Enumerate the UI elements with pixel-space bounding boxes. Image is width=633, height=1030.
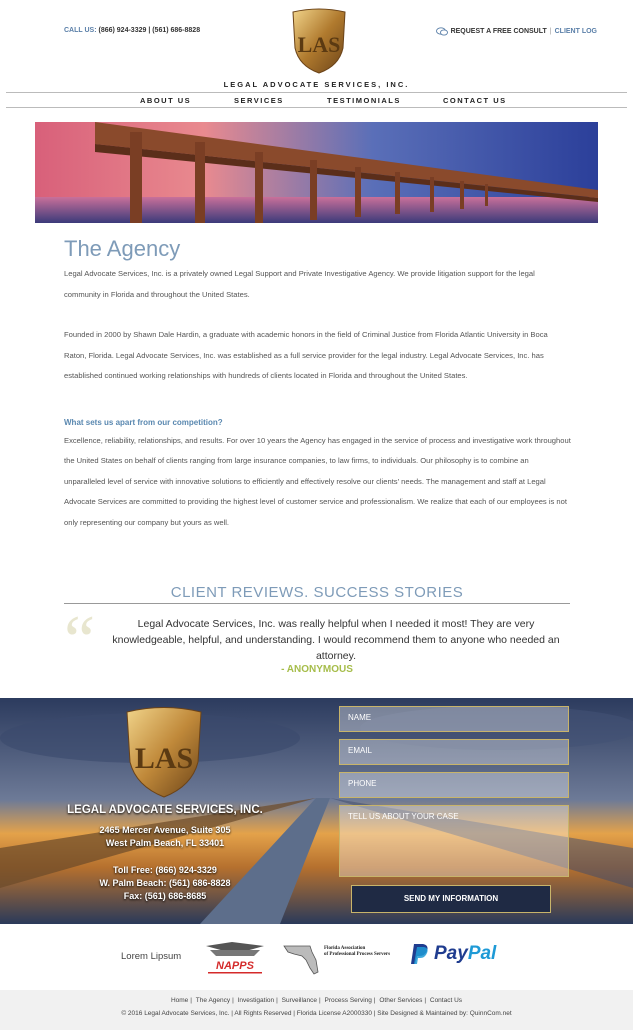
call-us bbox=[64, 27, 200, 34]
address-line-1: 2465 Mercer Avenue, Suite 305 bbox=[99, 825, 231, 835]
send-information-button[interactable]: SEND MY INFORMATION bbox=[351, 885, 551, 913]
napps-logo[interactable] bbox=[202, 938, 268, 978]
agency-subheading: What sets us apart from our competition? bbox=[64, 417, 223, 427]
consult-links bbox=[436, 27, 597, 36]
paypal-wordmark bbox=[434, 943, 496, 965]
site-header bbox=[0, 0, 633, 92]
contact-form bbox=[339, 706, 569, 913]
company-name: LEGAL ADVOCATE SERVICES, INC. bbox=[223, 80, 410, 89]
nav-about-us[interactable]: ABOUT US bbox=[140, 96, 192, 105]
client-reviews bbox=[64, 584, 570, 679]
svg-text:LAS: LAS bbox=[297, 32, 341, 57]
site-footer bbox=[0, 990, 633, 1030]
hero-pier-image bbox=[35, 122, 598, 223]
fax-number: Fax: (561) 686-8685 bbox=[123, 891, 207, 901]
nav-testimonials[interactable]: TESTIMONIALS bbox=[327, 96, 401, 105]
email-field[interactable]: EMAIL bbox=[339, 739, 569, 765]
paypal-logo[interactable] bbox=[410, 942, 496, 966]
review-author: - ANONYMOUS bbox=[281, 664, 353, 675]
footer-link-surveillance[interactable]: Surveillance bbox=[281, 997, 318, 1004]
footer-link-home[interactable]: Home bbox=[170, 997, 189, 1004]
footer-link-process-serving[interactable]: Process Serving bbox=[324, 997, 372, 1004]
paypal-pay: Pay bbox=[434, 943, 468, 964]
fapps-logo[interactable] bbox=[282, 938, 402, 978]
contact-band bbox=[0, 698, 633, 924]
phone-field[interactable]: PHONE bbox=[339, 772, 569, 798]
reviews-title: CLIENT REVIEWS. SUCCESS STORIES bbox=[64, 584, 570, 604]
florida-map-icon bbox=[282, 938, 322, 978]
address-line-2: West Palm Beach, FL 33401 bbox=[105, 837, 225, 848]
footer-link-agency[interactable]: The Agency bbox=[195, 997, 231, 1004]
napps-text: NAPPS bbox=[216, 960, 254, 972]
agency-title: The Agency bbox=[64, 236, 181, 261]
call-us-label: CALL US: bbox=[64, 27, 97, 34]
footer-logo-shield bbox=[124, 706, 204, 798]
footer-link-investigation[interactable]: Investigation bbox=[237, 997, 275, 1004]
partner-logos bbox=[0, 924, 633, 990]
case-textarea[interactable]: TELL US ABOUT YOUR CASE bbox=[339, 805, 569, 877]
chat-icon bbox=[436, 27, 448, 36]
request-consult-link[interactable]: REQUEST A FREE CONSULT bbox=[450, 28, 547, 35]
nav-services[interactable]: SERVICES bbox=[234, 96, 284, 105]
client-log-link[interactable]: CLIENT LOG bbox=[554, 28, 597, 35]
agency-paragraph-3: Excellence, reliability, relationships, and results. For over 10 years the Agency has engaged in the service of process and investigative work throughout the United States on behalf of clients ranging from large insurance companies, to law firms, to individuals. Our philosophy is to combine an unparalleled level of service with innovative solutions to efficiently and effectively resolve our clients' needs. The management and staff at Legal Advocate Services are committed to providing the highest level of customer service and professionalism. We realize that each of our employees is not only representing our company but yours as well. bbox=[64, 435, 571, 527]
footer-link-other-services[interactable]: Other Services bbox=[379, 997, 423, 1004]
quote-mark-icon: “ bbox=[64, 602, 96, 679]
footer-links: Home | The Agency | Investigation | Surveillance | Process Serving | Other Services | Contact Us bbox=[170, 997, 463, 1004]
paypal-icon bbox=[410, 942, 430, 966]
fapps-line-1: Florida Association bbox=[324, 946, 366, 951]
fapps-line-2: of Professional Process Servers bbox=[324, 952, 391, 957]
copyright: © 2016 Legal Advocate Services, Inc. | All Rights Reserved | Florida License A2000330 | Site Designed & Maintained by: QuinnCom.net bbox=[121, 1010, 512, 1017]
lorem-text: Lorem Lipsum bbox=[121, 951, 182, 962]
agency-section bbox=[64, 236, 572, 533]
separator: | bbox=[549, 28, 552, 35]
toll-free-phone[interactable]: Toll Free: (866) 924-3329 bbox=[113, 865, 217, 875]
footer-address bbox=[62, 824, 268, 849]
name-field[interactable]: NAME bbox=[339, 706, 569, 732]
nav-contact-us[interactable]: CONTACT US bbox=[443, 96, 507, 105]
paypal-pal: Pal bbox=[467, 943, 497, 964]
agency-paragraph-1: Legal Advocate Services, Inc. is a privately owned Legal Support and Private Investigative Agency. We provide litigation support for the legal community in Florida and throughout the United States. bbox=[64, 269, 535, 299]
main-nav bbox=[6, 92, 627, 108]
call-us-phones[interactable]: (866) 924-3329 | (561) 686-8828 bbox=[98, 27, 201, 34]
agency-paragraph-2: Founded in 2000 by Shawn Dale Hardin, a graduate with academic honors in the field of Criminal Justice from Florida Atlantic University in Boca Raton, Florida. Legal Advocate Services, Inc. was established as a full service provider for the legal industry. Legal Advocate Services, Inc. has established continued working relationships with hundreds of clients located in Florida and throughout the United States. bbox=[64, 330, 548, 380]
wpb-phone[interactable]: W. Palm Beach: (561) 686-8828 bbox=[99, 878, 231, 888]
footer-phones bbox=[62, 864, 268, 903]
svg-text:LAS: LAS bbox=[134, 742, 194, 775]
footer-company-name: LEGAL ADVOCATE SERVICES, INC. bbox=[67, 804, 263, 816]
logo-shield[interactable] bbox=[291, 8, 347, 74]
footer-link-contact[interactable]: Contact Us bbox=[429, 997, 463, 1004]
review-quote: Legal Advocate Services, Inc. was really helpful when I needed it most! They are very knowledgeable, helpful, and understanding. I would recommend them to anyone who needed an attorney. bbox=[112, 618, 560, 662]
